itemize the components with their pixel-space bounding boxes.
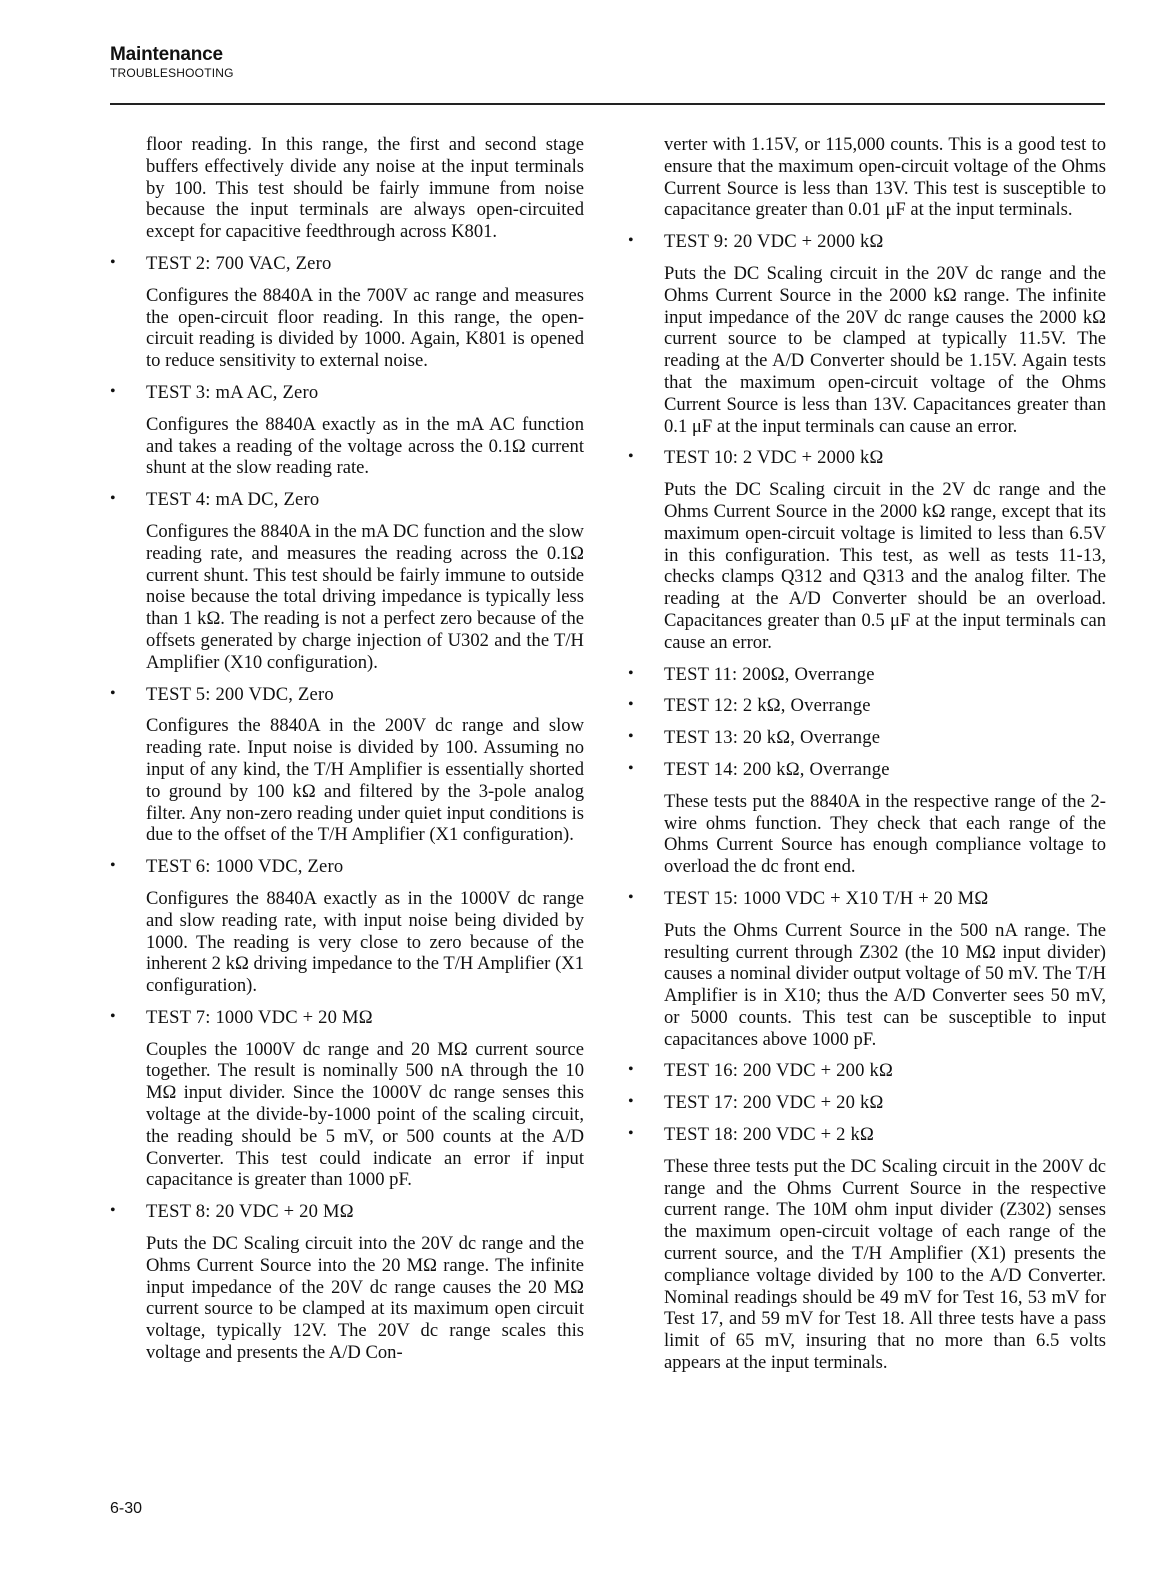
bullet: • (628, 1125, 634, 1143)
test-7-item (110, 1007, 584, 1029)
test-10-item (628, 447, 1106, 469)
test-title: TEST 11: 200Ω, Overrange (664, 663, 875, 685)
test-description: Configures the 8840A in the mA DC function and the slow reading rate, and measures the reading across the 0.1Ω current shunt. This test should be fairly immune to outside noise because the total driving impedance is typically less than 1 kΩ. The reading is not a perfect zero because of the offsets generated by charge injection of U302 and the T/H Amplifier (X10 configuration). (146, 520, 584, 673)
bullet: • (110, 857, 116, 875)
test-8-item (110, 1201, 584, 1223)
bullet: • (110, 684, 116, 702)
test-group-description: These three tests put the DC Scaling circuit in the 200V dc range and the Ohms Current Source in the respective current range. The 10M ohm input divider (Z302) senses the maximum open-circuit voltage of each range of the current source, and the T/H Amplifier (X1) presents the compliance voltage divided by 100 to the A/D Converter. Nominal readings should be 49 mV for Test 16, 53 mV for Test 17, and 59 mV for Test 18. All three tests have a pass limit of 65 mV, insuring that no more than 6.5 volts appears at the input terminals. (664, 1155, 1106, 1374)
bullet: • (110, 382, 116, 400)
test-title: TEST 8: 20 VDC + 20 MΩ (146, 1201, 354, 1223)
test-description: Configures the 8840A in the 700V ac range and measures the open-circuit floor reading. In this range, the open-circuit reading is divided by 1000. Again, K801 is opened to reduce sensitivity to external noise. (146, 284, 584, 372)
test-12-item (628, 695, 1106, 717)
bullet: • (110, 253, 116, 271)
test-description: Puts the Ohms Current Source in the 500 nA range. The resulting current through Z302 (the 10 MΩ input divider) causes a nominal divider output voltage of 50 mV. The T/H Amplifier is in X10; thus the A/D Converter sees 50 mV, or 5000 counts. This test can be susceptible to input capacitances above 1000 pF. (664, 919, 1106, 1050)
intro-paragraph: floor reading. In this range, the first and second stage buffers effectively divide any noise at the input terminals by 100. This test should be fairly immune from noise because the input terminals are always open-circuited except for capacitive feedthrough across K801. (146, 134, 584, 243)
test-11-item (628, 664, 1106, 686)
left-column (110, 134, 584, 1364)
test-18-item (628, 1124, 1106, 1146)
bullet: • (110, 1007, 116, 1025)
test-title: TEST 6: 1000 VDC, Zero (146, 856, 344, 878)
test-title: TEST 7: 1000 VDC + 20 MΩ (146, 1006, 373, 1028)
test-description: Puts the DC Scaling circuit into the 20V dc range and the Ohms Current Source into the 20 MΩ range. The infinite input impedance of the 20V dc range causes the 20 MΩ current source to be clamped at its maximum open circuit voltage, typically 12V. The 20V dc range scales this voltage and presents the A/D Con- (146, 1233, 584, 1364)
bullet: • (628, 664, 634, 682)
test-2-item (110, 253, 584, 275)
test-17-item (628, 1092, 1106, 1114)
test-title: TEST 13: 20 kΩ, Overrange (664, 727, 881, 749)
test-16-item (628, 1060, 1106, 1082)
section-title: Maintenance (110, 44, 223, 65)
test-title: TEST 15: 1000 VDC + X10 T/H + 20 MΩ (664, 887, 989, 909)
test-description: Puts the DC Scaling circuit in the 2V dc range and the Ohms Current Source in the 2000 kΩ range, except that its maximum open-circuit voltage is limited to less than 6.5V in this configuration. This test, as well as tests 11-13, checks clamps Q312 and Q313 and the analog filter. The reading at the A/D Converter should be an overload. Capacitances greater than 0.5 μF at the input terminals can cause an error. (664, 479, 1106, 653)
header-rule (110, 103, 1105, 105)
bullet: • (628, 1093, 634, 1111)
page-header (110, 44, 234, 80)
test-3-item (110, 382, 584, 404)
test-title: TEST 5: 200 VDC, Zero (146, 683, 334, 705)
test-14-item (628, 759, 1106, 781)
test-title: TEST 14: 200 kΩ, Overrange (664, 758, 890, 780)
test-description: Couples the 1000V dc range and 20 MΩ current source together. The result is nominally 500 nA through the 10 MΩ input divider. Since the 1000V dc range senses this voltage at the divide-by-1000 point of the scaling circuit, the reading should be 5 mV, or 500 counts at the A/D Converter. This test could indicate an error if input capacitance is greater than 1000 pF. (146, 1038, 584, 1191)
test-title: TEST 3: mA AC, Zero (146, 381, 319, 403)
bullet: • (110, 1202, 116, 1220)
test-title: TEST 12: 2 kΩ, Overrange (664, 695, 871, 717)
bullet: • (628, 759, 634, 777)
test-description: Configures the 8840A exactly as in the 1000V dc range and slow reading rate, with input noise being divided by 1000. The reading is very close to zero because of the inherent 2 kΩ driving impedance to the T/H Amplifier (X1 configuration). (146, 887, 584, 997)
test-title: TEST 16: 200 VDC + 200 kΩ (664, 1060, 894, 1082)
bullet: • (628, 728, 634, 746)
test-6-item (110, 856, 584, 878)
bullet: • (628, 888, 634, 906)
bullet: • (628, 1061, 634, 1079)
bullet: • (628, 232, 634, 250)
continued-paragraph: verter with 1.15V, or 115,000 counts. This is a good test to ensure that the maximum open-circuit voltage of the Ohms Current Source is less than 13V. This test is susceptible to capacitance greater than 0.01 μF at the input terminals. (664, 134, 1106, 221)
test-13-item (628, 727, 1106, 749)
bullet: • (110, 490, 116, 508)
test-title: TEST 4: mA DC, Zero (146, 489, 320, 511)
test-4-item (110, 489, 584, 511)
bullet: • (628, 448, 634, 466)
test-15-item (628, 888, 1106, 910)
bullet: • (628, 696, 634, 714)
test-title: TEST 17: 200 VDC + 20 kΩ (664, 1092, 884, 1114)
right-column (628, 134, 1106, 1374)
test-description: Puts the DC Scaling circuit in the 20V dc range and the Ohms Current Source in the 2000 kΩ range. The infinite input impedance of the 20V dc range causes the 2000 kΩ current source to be clamped at typically 11.5V. The reading at the A/D Converter should be 1.15V. Again tests that the maximum open-circuit voltage of the Ohms Current Source is less than 13V. Capacitances greater than 0.1 μF at the input terminals can cause an error. (664, 262, 1106, 437)
test-5-item (110, 684, 584, 706)
test-group-description: These tests put the 8840A in the respective range of the 2-wire ohms function. They check that each range of the Ohms Current Source has enough compliance voltage to overload the dc front end. (664, 790, 1106, 878)
test-description: Configures the 8840A exactly as in the mA AC function and takes a reading of the voltage across the 0.1Ω current shunt at the slow reading rate. (146, 413, 584, 479)
test-9-item (628, 231, 1106, 253)
test-title: TEST 10: 2 VDC + 2000 kΩ (664, 447, 884, 469)
test-title: TEST 2: 700 VAC, Zero (146, 252, 332, 274)
test-description: Configures the 8840A in the 200V dc range and slow reading rate. Input noise is divided by 100. Assuming no input of any kind, the T/H Amplifier is essentially shorted to ground by 100 kΩ and filtered by the 3-pole analog filter. Any non-zero reading under quiet input conditions is due to the offset of the T/H Amplifier (X1 configuration). (146, 715, 584, 846)
page-number: 6-30 (110, 1500, 143, 1517)
test-title: TEST 9: 20 VDC + 2000 kΩ (664, 231, 884, 253)
test-title: TEST 18: 200 VDC + 2 kΩ (664, 1124, 875, 1146)
section-subtitle: TROUBLESHOOTING (110, 66, 234, 80)
